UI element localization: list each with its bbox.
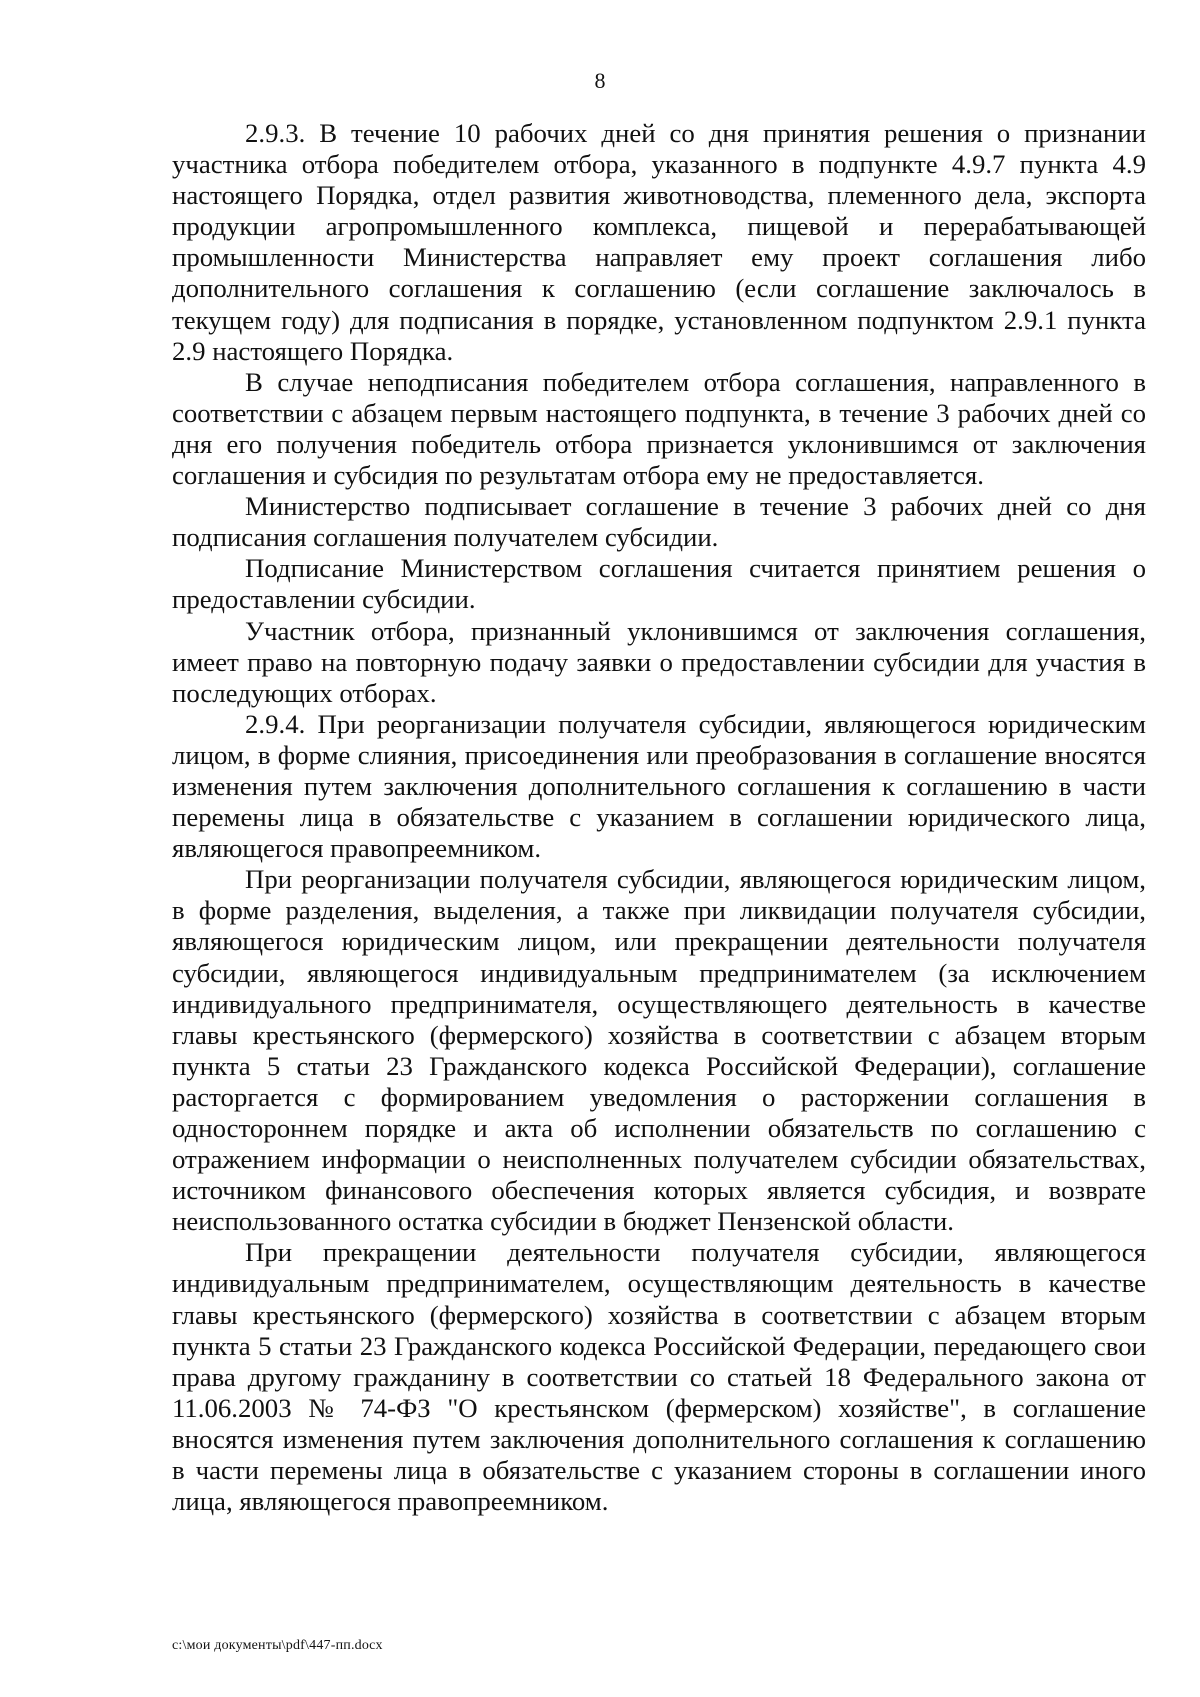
paragraph-refusal-to-sign: В случае неподписания победителем отбора соглашения, направленного в соответствии с абзацем первым настоящего подпункта, в течение 3 рабочих дней со дня его получения победитель отбора признается уклонившимся от заключения соглашения и субсидия по результатам отбора ему не предоставляется. [172,366,1146,491]
footer-file-path: c:\мои документы\pdf\447-пп.docx [172,1638,383,1653]
paragraph-repeat-application: Участник отбора, признанный уклонившимся от заключения соглашения, имеет право на повторную подачу заявки о предоставлении субсидии для участия в последующих отборах. [172,615,1146,708]
page-number: 8 [594,68,606,93]
paragraph-ministry-signs: Министерство подписывает соглашение в течение 3 рабочих дней со дня подписания соглашения получателем субсидии. [172,491,1146,553]
paragraph-reorganization-termination: При реорганизации получателя субсидии, являющегося юридическим лицом, в форме разделения, выделения, а также при ликвидации получателя субсидии, являющегося юридическим лицом, или прекращении деятельности получателя субсидии, являющегося индивидуальным предпринимателем (за исключением индивидуального предпринимателя, осуществляющего деятельность в качестве главы крестьянского (фермерского) хозяйства в соответствии с абзацем вторым пункта 5 статьи 23 Гражданского кодекса Российской Федерации), соглашение расторгается с формированием уведомления о расторжении соглашения в одностороннем порядке и акта об исполнении обязательств по соглашению с отражением информации о неисполненных получателем субсидии обязательствах, источником финансового обеспечения которых является субсидия, и возврате неиспользованного остатка субсидии в бюджет Пензенской области. [172,864,1146,1237]
paragraph-2-9-3: 2.9.3. В течение 10 рабочих дней со дня принятия решения о признании участника отбора победителем отбора, указанного в подпункте 4.9.7 пункта 4.9 настоящего Порядка, отдел развития животноводства, племенного дела, экспорта продукции агропромышленного комплекса, пищевой и перерабатывающей промышленности Министерства направляет ему проект соглашения либо дополнительного соглашения к соглашению (если соглашение заключалось в текущем году) для подписания в порядке, установленном подпунктом 2.9.1 пункта 2.9 настоящего Порядка. [172,118,1146,366]
paragraph-farm-succession: При прекращении деятельности получателя субсидии, являющегося индивидуальным предпринимателем, осуществляющим деятельность в качестве главы крестьянского (фермерского) хозяйства в соответствии с абзацем вторым пункта 5 статьи 23 Гражданского кодекса Российской Федерации, передающего свои права другому гражданину в соответствии со статьей 18 Федерального закона от 11.06.2003 № 74-ФЗ "О крестьянском (фермерском) хозяйстве", в соглашение вносятся изменения путем заключения дополнительного соглашения к соглашению в части перемены лица в обязательстве с указанием стороны в соглашении иного лица, являющегося правопреемником. [172,1237,1146,1517]
paragraph-signing-decision: Подписание Министерством соглашения считается принятием решения о предоставлении субсидии. [172,553,1146,615]
document-body [172,118,1146,1517]
paragraph-2-9-4: 2.9.4. При реорганизации получателя субсидии, являющегося юридическим лицом, в форме слияния, присоединения или преобразования в соглашение вносятся изменения путем заключения дополнительного соглашения к соглашению в части перемены лица в обязательстве с указанием в соглашении юридического лица, являющегося правопреемником. [172,708,1146,864]
